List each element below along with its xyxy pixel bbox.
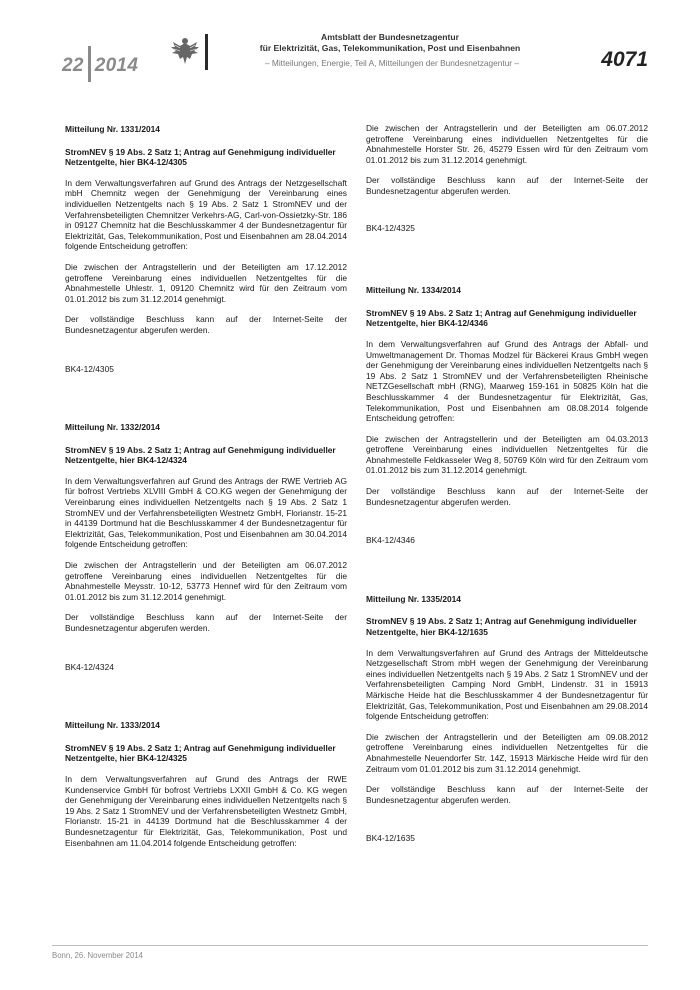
notice-paragraph: Der vollständige Beschluss kann auf der Internet-Seite der Bundesnetzagentur abgerufen werden. (366, 784, 648, 805)
page-number: 4071 (601, 48, 648, 71)
notice-1334 (366, 285, 648, 546)
notice-reference: BK4-12/1635 (366, 833, 415, 844)
publication-title-line2: für Elektrizität, Gas, Telekommunikation, Post und Eisenbahnen (259, 42, 521, 53)
left-column (65, 124, 347, 858)
notice-number: Mitteilung Nr. 1332/2014 (65, 422, 160, 433)
notice-1335 (366, 594, 648, 844)
notice-number: Mitteilung Nr. 1335/2014 (366, 593, 461, 604)
header-divider (205, 34, 208, 70)
notice-paragraph: Der vollständige Beschluss kann auf der Internet-Seite der Bundesnetzagentur abgerufen werden. (366, 486, 648, 507)
footer-text: Bonn, 26. November 2014 (52, 951, 144, 960)
notice-paragraph: Die zwischen der Antragstellerin und der Beteiligten am 06.07.2012 getroffene Vereinbarung eines individuellen Netzentgeltes für die Abnahmestelle Horster Str. 26, 45279 Essen wird für den Zeitraum vom 01.01.2012 bis zum 31.12.2014 genehmigt. (366, 123, 648, 165)
notice-paragraph: In dem Verwaltungsverfahren auf Grund des Antrags der RWE Kundenservice GmbH für bofrost Vertriebs LXXII GmbH & Co. KG wegen der Genehmigung der Vereinbarung eines individuellen Netzentgelts nach § 19 Abs. 2 Satz 1 StromNEV und der Verfahrensbeteiligten Westnetz GmbH, Florianstr. 15-21 in 44139 Dortmund hat die Beschlusskammer 4 der Bundesnetzagentur für Elektrizität, Gas, Telekommunikation, Post und Eisenbahnen am 11.04.2014 folgende Entscheidung getroffen: (65, 773, 347, 848)
notice-paragraph: In dem Verwaltungsverfahren auf Grund des Antrags der Mitteldeutsche Netzgesellschaft Strom mbH wegen der Genehmigung der Vereinbarung eines individuellen Netzentgelts nach § 19 Abs. 2 Satz 1 StromNEV und der Verfahrensbeteiligten Camping Nord GmbH, Lindenstr. 31 in 15913 Märkische Heide hat die Beschlusskammer 4 der Bundesnetzagentur für Elektrizität, Gas, Telekommunikation, Post und Eisenbahnen am 29.08.2014 folgende Entscheidung getroffen: (366, 647, 648, 722)
publication-title (214, 32, 566, 53)
publication-title-line1: Amtsblatt der Bundesnetzagentur (321, 32, 459, 42)
issue-separator (88, 46, 91, 82)
notice-paragraph: In dem Verwaltungsverfahren auf Grund des Antrags der Abfall- und Umweltmanagement Dr. Thomas Modzel für Bäckerei Kraus GmbH wegen der Genehmigung der Vereinbarung eines individuellen Netzentgelts nach § 19 Abs. 2 Satz 1 StromNEV und der Verfahrensbeteiligten Rheinische NETZGesellschaft mbH (RNG), Maarweg 159-161 in 50825 Köln hat die Beschlusskammer 4 der Bundesnetzagentur für Elektrizität, Gas, Telekommunikation, Post und Eisenbahnen am 08.08.2014 folgende Entscheidung getroffen: (366, 338, 648, 424)
notice-title: StromNEV § 19 Abs. 2 Satz 1; Antrag auf Genehmigung individueller Netzentgelte, hier BK4-12/4346 (366, 307, 637, 329)
notice-title: StromNEV § 19 Abs. 2 Satz 1; Antrag auf Genehmigung individueller Netzentgelte, hier BK4-12/4305 (65, 146, 336, 168)
notice-reference: BK4-12/4325 (366, 222, 415, 233)
notice-reference: BK4-12/4324 (65, 661, 114, 672)
notice-reference: BK4-12/4346 (366, 535, 415, 546)
notice-number: Mitteilung Nr. 1331/2014 (65, 124, 160, 134)
notice-number: Mitteilung Nr. 1333/2014 (65, 720, 160, 731)
notice-paragraph: Der vollständige Beschluss kann auf der Internet-Seite der Bundesnetzagentur abgerufen werden. (65, 612, 347, 633)
issue-year: 2014 (94, 55, 139, 76)
issue-label (62, 46, 138, 82)
notice-1333 (65, 720, 347, 848)
notice-1331 (65, 124, 347, 374)
notice-paragraph: Die zwischen der Antragstellerin und der Beteiligten am 04.03.2013 getroffene Vereinbarung eines individuellen Netzentgeltes für die Abnahmestelle Feldkasseler Weg 8, 50769 Köln wird für den Zeitraum vom 01.01.2012 bis zum 31.12.2014 genehmigt. (366, 433, 648, 476)
notice-reference: BK4-12/4305 (65, 363, 114, 374)
issue-number: 22 (62, 55, 84, 76)
notice-1332 (65, 422, 347, 672)
notice-paragraph: Die zwischen der Antragstellerin und der Beteiligten am 06.07.2012 getroffene Vereinbarung eines individuellen Netzentgeltes für die Abnahmestelle Meysstr. 10-12, 53773 Hennef wird für den Zeitraum vom 01.01.2012 bis zum 31.12.2014 genehmigt. (65, 560, 347, 602)
notice-title: StromNEV § 19 Abs. 2 Satz 1; Antrag auf Genehmigung individueller Netzentgelte, hier BK4-12/4324 (65, 444, 336, 466)
notice-title: StromNEV § 19 Abs. 2 Satz 1; Antrag auf Genehmigung individueller Netzentgelte, hier BK4-12/4325 (65, 742, 336, 764)
notice-paragraph: Die zwischen der Antragstellerin und der Beteiligten am 09.08.2012 getroffene Vereinbarung eines individuellen Netzentgeltes für die Abnahmestelle Neuendorfer Str. 14Z, 15913 Märkische Heide wird für den Zeitraum vom 01.01.2012 bis zum 31.12.2014 genehmigt. (366, 731, 648, 774)
federal-eagle-icon (168, 34, 202, 68)
publication-subtitle: – Mitteilungen, Energie, Teil A, Mitteilungen der Bundesnetzagentur – (265, 58, 519, 68)
notice-paragraph: Die zwischen der Antragstellerin und der Beteiligten am 17.12.2012 getroffene Vereinbarung eines individuellen Netzentgeltes für die Abnahmestelle Uhlestr. 1, 09120 Chemnitz wird für den Zeitraum vom 01.01.2012 bis zum 31.12.2014 genehmigt. (65, 261, 347, 304)
notice-paragraph: Der vollständige Beschluss kann auf der Internet-Seite der Bundesnetzagentur abgerufen werden. (366, 175, 648, 196)
footer-divider (52, 945, 648, 946)
notice-paragraph: In dem Verwaltungsverfahren auf Grund des Antrags der Netzgesellschaft mbH Chemnitz wegen der Genehmigung der Vereinbarung eines individuellen Netzentgelts nach § 19 Abs. 2 Satz 1 StromNEV und der Verfahrensbeteiligten Chemnitzer Verkehrs-AG, Carl-von-Ossietzky-Str. 186 in 09127 Chemnitz hat die Beschlusskammer 4 der Bundesnetzagentur für Elektrizität, Gas, Telekommunikation, Post und Eisenbahnen am 28.04.2014 folgende Entscheidung getroffen: (65, 177, 347, 252)
notice-1333-continued (366, 123, 648, 233)
notice-paragraph: Der vollständige Beschluss kann auf der Internet-Seite der Bundesnetzagentur abgerufen werden. (65, 314, 347, 335)
notice-paragraph: In dem Verwaltungsverfahren auf Grund des Antrags der RWE Vertrieb AG für bofrost Vertriebs XLVIII GmbH & CO.KG wegen der Genehmigung der Vereinbarung eines individuellen Netzentgelts nach § 19 Abs. 2 Satz 1 StromNEV und der Verfahrensbeteiligten Westnetz GmbH, Florianstr. 15-21 in 44139 Dortmund hat die Beschlusskammer 4 der Bundesnetzagentur für Elektrizität, Gas, Telekommunikation, Post und Eisenbahnen am 30.04.2014 folgende Entscheidung getroffen: (65, 475, 347, 550)
right-column (366, 123, 648, 844)
notice-title: StromNEV § 19 Abs. 2 Satz 1; Antrag auf Genehmigung individueller Netzentgelte, hier BK4-12/1635 (366, 616, 637, 638)
notice-number: Mitteilung Nr. 1334/2014 (366, 285, 461, 296)
